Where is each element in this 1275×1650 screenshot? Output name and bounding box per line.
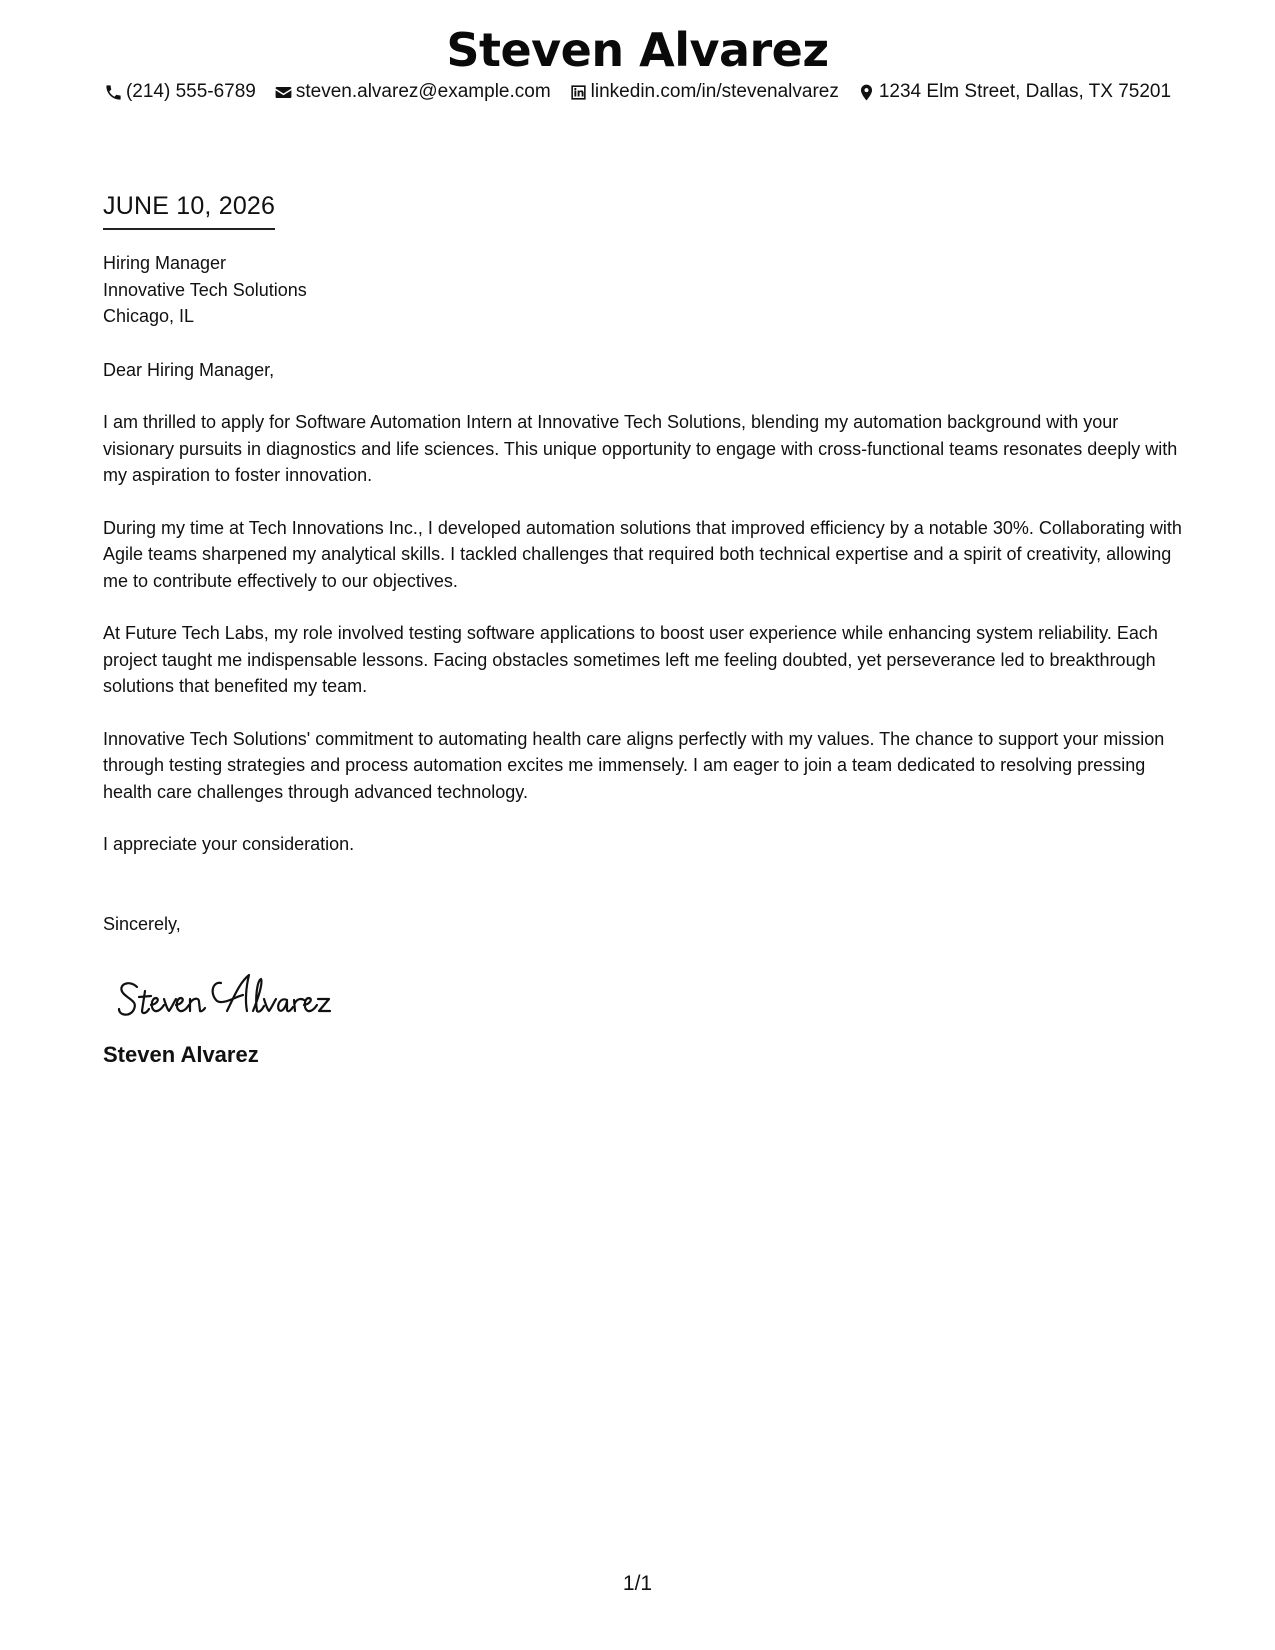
letter-body	[103, 250, 1183, 1069]
body-paragraph: During my time at Tech Innovations Inc., I developed automation solutions that improved efficiency by a notable 30%. Collaborating with Agile teams sharpened my analytical skills. I tackled challenges that required both technical expertise and a spirit of creativity, allowing me to contribute effectively to our objectives.	[103, 517, 1182, 591]
location-pin-icon	[857, 83, 876, 102]
contact-linkedin	[569, 80, 839, 104]
contact-phone	[104, 80, 256, 104]
recipient-location: Chicago, IL	[103, 306, 195, 326]
page-number: 1/1	[622, 1572, 653, 1595]
body-paragraph: I appreciate your consideration.	[103, 834, 355, 854]
signed-name: Steven Alvarez	[103, 1042, 259, 1067]
recipient-title: Hiring Manager	[103, 253, 227, 273]
phone-text: (214) 555-6789	[125, 81, 256, 102]
envelope-icon	[274, 83, 293, 102]
linkedin-text: linkedin.com/in/stevenalvarez	[590, 81, 839, 102]
letter-date: JUNE 10, 2026	[103, 190, 275, 230]
letter-date-block	[103, 190, 275, 230]
email-text: steven.alvarez@example.com	[295, 81, 551, 102]
linkedin-icon	[569, 83, 588, 102]
body-paragraph: I am thrilled to apply for Software Automation Intern at Innovative Tech Solutions, blending my automation background with your visionary pursuits in diagnostics and life sciences. This unique opportunity to engage with cross-functional teams resonates deeply with my aspiration to foster innovation.	[103, 412, 1178, 485]
closing-phrase: Sincerely,	[103, 913, 181, 934]
body-paragraph: At Future Tech Labs, my role involved testing software applications to boost user experience while enhancing system reliability. Each project taught me indispensable lessons. Facing obstacles sometimes left me feeling doubted, yet perseverance led to breakthrough solutions that benefited my team.	[103, 623, 1158, 696]
contact-address	[857, 80, 1171, 104]
salutation: Dear Hiring Manager,	[103, 359, 275, 380]
signature-image	[115, 965, 355, 1025]
recipient-block	[103, 250, 1183, 330]
applicant-name: Steven Alvarez	[446, 23, 829, 77]
recipient-company: Innovative Tech Solutions	[103, 279, 307, 300]
contact-info-row	[0, 80, 1275, 104]
address-text: 1234 Elm Street, Dallas, TX 75201	[878, 81, 1172, 102]
contact-email	[274, 80, 551, 104]
body-paragraph: Innovative Tech Solutions' commitment to automating health care aligns perfectly with my values. The chance to support your mission through testing strategies and process automation excites me immensely. I am eager to join a team dedicated to resolving pressing health care challenges through advanced technology.	[103, 728, 1165, 802]
phone-icon	[104, 83, 123, 102]
handwritten-signature	[115, 965, 355, 1025]
